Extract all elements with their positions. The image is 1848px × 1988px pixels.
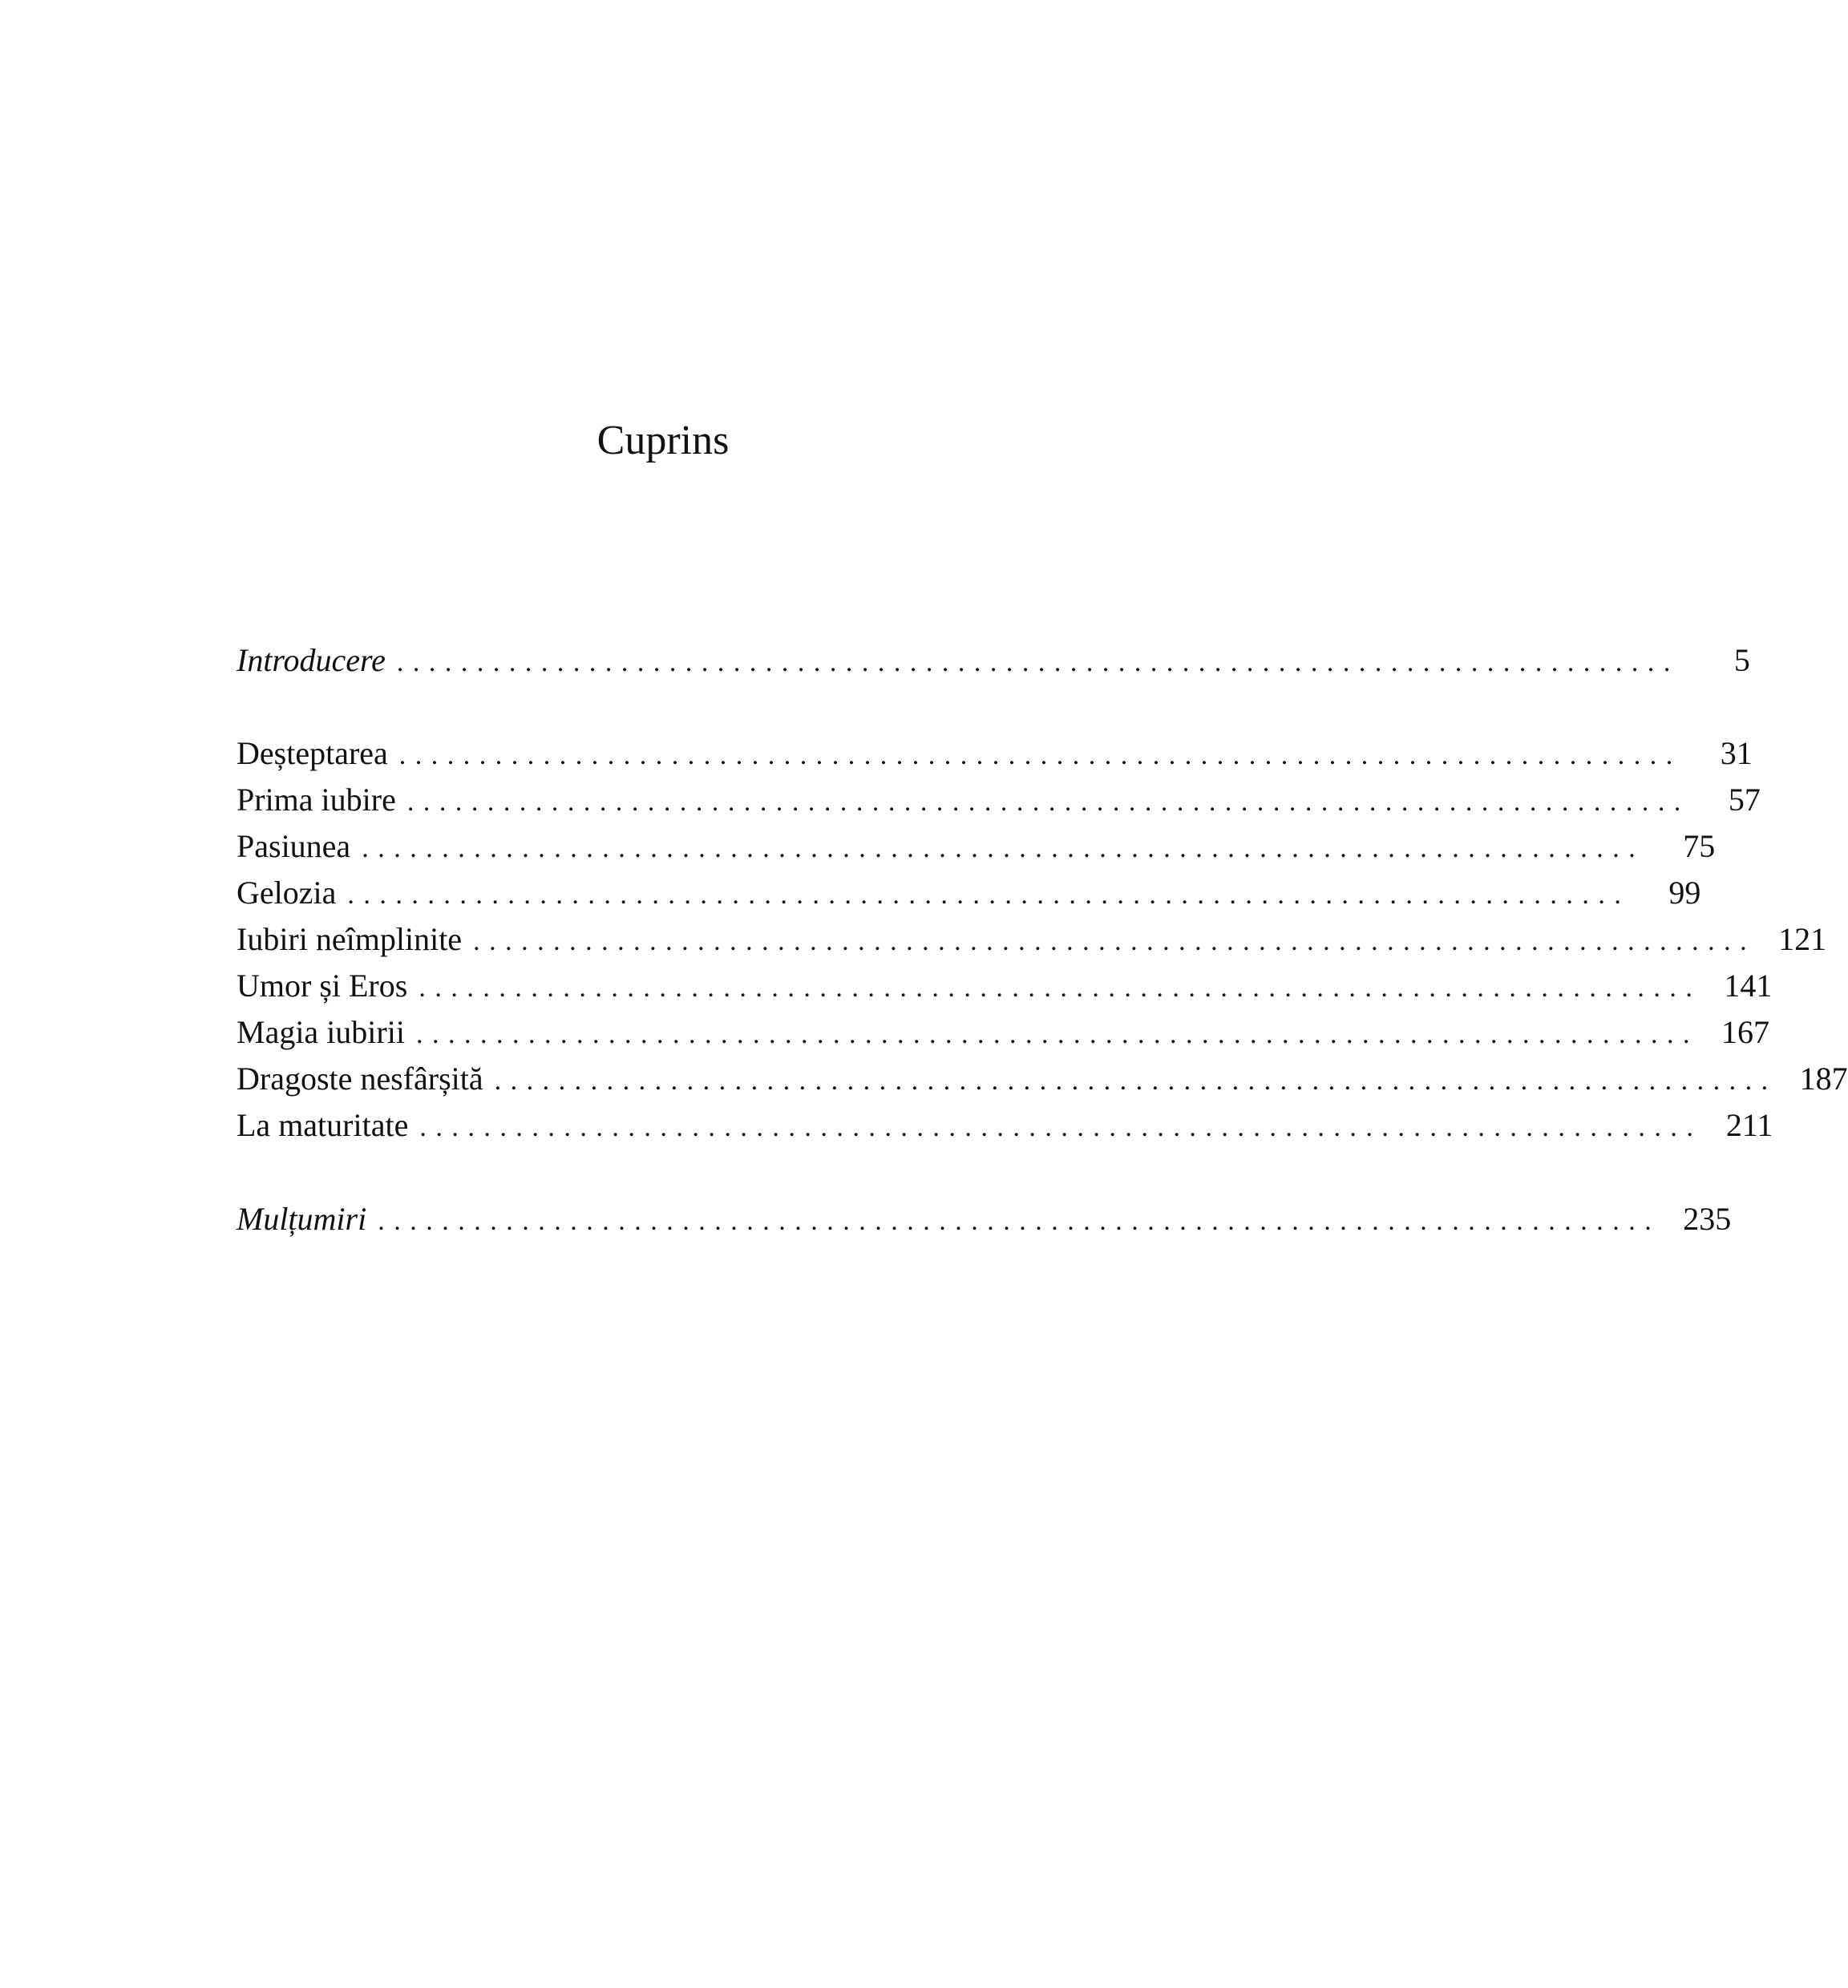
toc-entry (237, 1009, 1769, 1056)
toc-entry-title: Mulțumiri (237, 1201, 367, 1237)
toc-entry-page: 31 (1720, 735, 1753, 771)
toc-entry (237, 637, 1750, 684)
toc-entry (237, 1196, 1732, 1242)
dot-leader: ................................................................................ (398, 741, 1682, 770)
dot-leader: ................................................................................ (347, 880, 1631, 910)
toc-entry-page: 99 (1668, 875, 1701, 911)
toc-entry (237, 870, 1701, 916)
dot-leader: ................................................................................ (419, 1113, 1703, 1142)
toc-entry-page: 187 (1799, 1061, 1848, 1097)
toc-entry-title: Pasiunea (237, 828, 351, 864)
dot-leader: ................................................................................ (406, 787, 1690, 817)
toc-entry-title: La maturitate (237, 1107, 409, 1143)
toc-entry-title: Gelozia (237, 875, 337, 911)
toc-entry-page: 121 (1778, 921, 1827, 957)
toc-entry (237, 823, 1716, 870)
toc-entry-page: 57 (1728, 782, 1761, 818)
toc-entry-title: Introducere (237, 642, 386, 678)
dot-leader: ................................................................................ (473, 927, 1757, 956)
dot-leader: ................................................................................ (396, 648, 1680, 677)
toc-entry (237, 916, 1827, 963)
toc-entry-page: 211 (1725, 1107, 1773, 1143)
toc-entry (237, 963, 1773, 1009)
toc-entry-title: Deșteptarea (237, 735, 388, 771)
toc-entry (237, 1056, 1848, 1102)
toc-entry-page: 235 (1683, 1201, 1732, 1237)
toc-entry-page: 75 (1683, 828, 1716, 864)
toc-entry (237, 730, 1753, 777)
toc-entry (237, 1102, 1773, 1149)
dot-leader: ................................................................................ (419, 973, 1702, 1003)
dot-leader: ................................................................................ (494, 1066, 1777, 1096)
toc-entry-title: Umor și Eros (237, 968, 408, 1004)
dot-leader: ................................................................................ (378, 1206, 1661, 1236)
toc-entry-title: Iubiri neîmplinite (237, 921, 463, 957)
page-title: Cuprins (596, 418, 730, 463)
toc-entry-page: 167 (1721, 1014, 1769, 1050)
toc-entry-title: Dragoste nesfârșită (237, 1061, 483, 1097)
dot-leader: ................................................................................ (362, 834, 1645, 863)
dot-leader: ................................................................................ (415, 1020, 1699, 1049)
toc-entry-page: 5 (1733, 642, 1750, 678)
toc-entry-title: Prima iubire (237, 782, 396, 818)
toc-entry-page: 141 (1724, 968, 1773, 1004)
toc-entry-title: Magia iubirii (237, 1014, 405, 1050)
toc-entry (237, 777, 1761, 823)
